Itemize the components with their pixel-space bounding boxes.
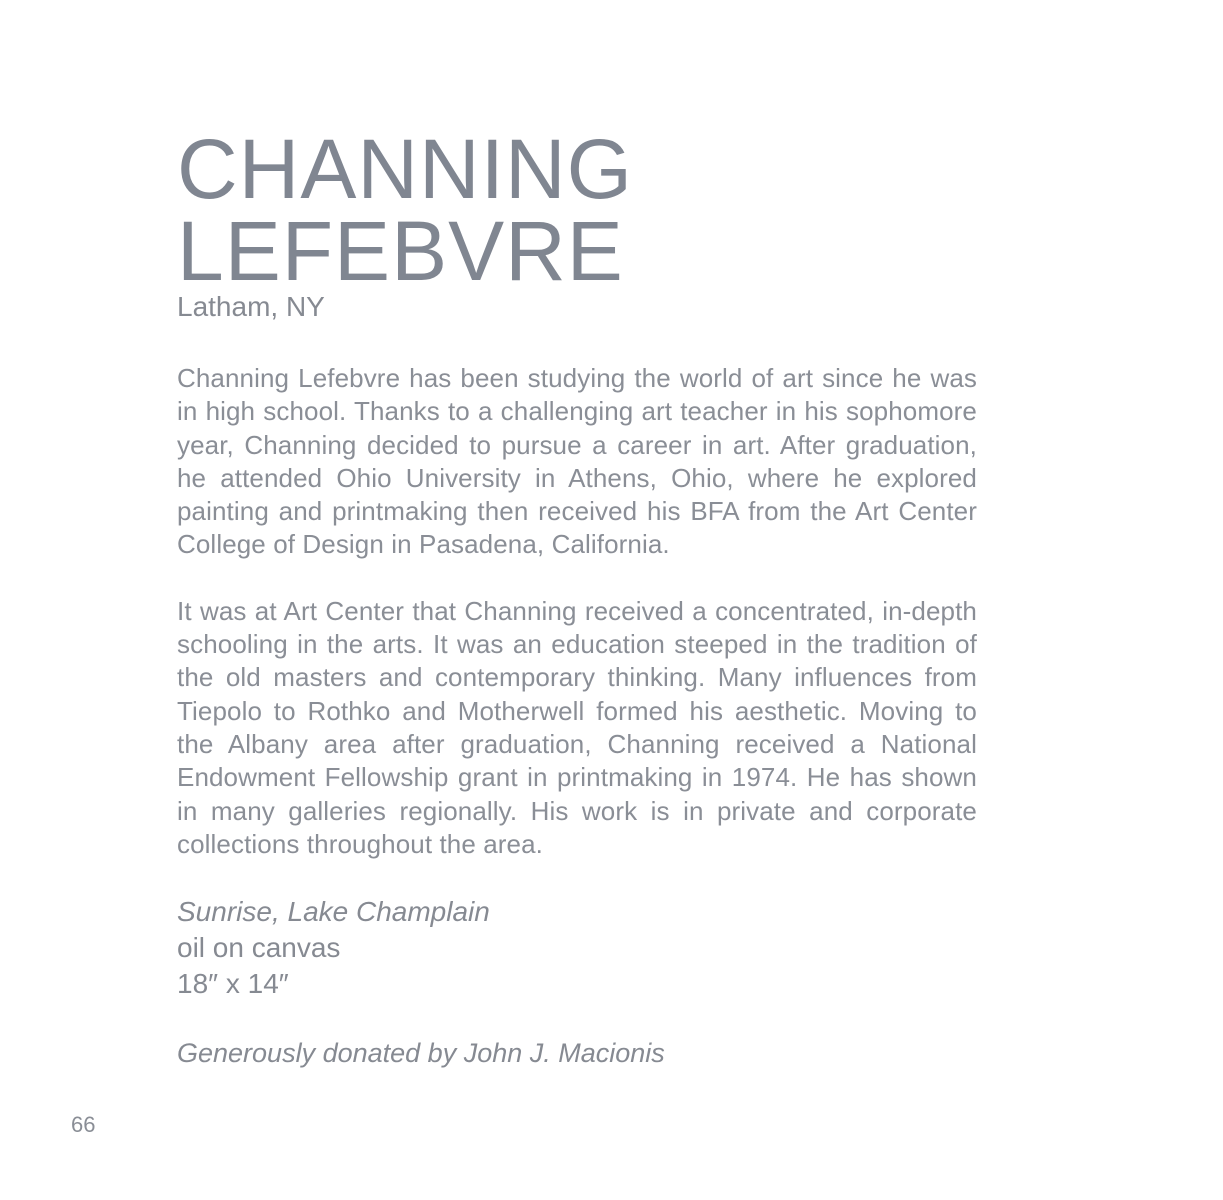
artist-name	[177, 122, 977, 298]
artist-location: Latham, NY	[177, 291, 325, 322]
bio-paragraph-1: Channing Lefebvre has been studying the world of art since he was in high school. Thanks to a challenging art teacher in his sophomore year, Channing decided to pursue a career in art. After graduation, he attended Ohio University in Athens, Ohio, where he explored painting and printmaking then received his BFA from the Art Center College of Design in Pasadena, California.	[177, 363, 977, 560]
artwork-medium: oil on canvas	[177, 932, 341, 964]
page-number: 66	[71, 1112, 96, 1137]
artwork-details	[177, 894, 977, 1002]
artwork-title: Sunrise, Lake Champlain	[177, 896, 490, 928]
artist-name-line1: CHANNING	[177, 122, 634, 216]
artwork-dimensions: 18″ x 14″	[177, 968, 289, 1000]
donation-credit: Generously donated by John J. Macionis	[177, 1038, 665, 1069]
bio-paragraph-2: It was at Art Center that Channing received a concentrated, in-depth schooling in the arts. It was an education steeped in the tradition of the old masters and contemporary thinking. Many influences from Tiepolo to Rothko and Motherwell formed his aesthetic. Moving to the Albany area after graduation, Channing received a National Endowment Fellowship grant in printmaking in 1974. He has shown in many galleries regionally. His work is in private and corporate collections throughout the area.	[177, 595, 977, 859]
artist-name-line2: LEFEBVRE	[177, 204, 624, 298]
artist-bio	[177, 362, 977, 861]
artist-page	[177, 122, 977, 1070]
